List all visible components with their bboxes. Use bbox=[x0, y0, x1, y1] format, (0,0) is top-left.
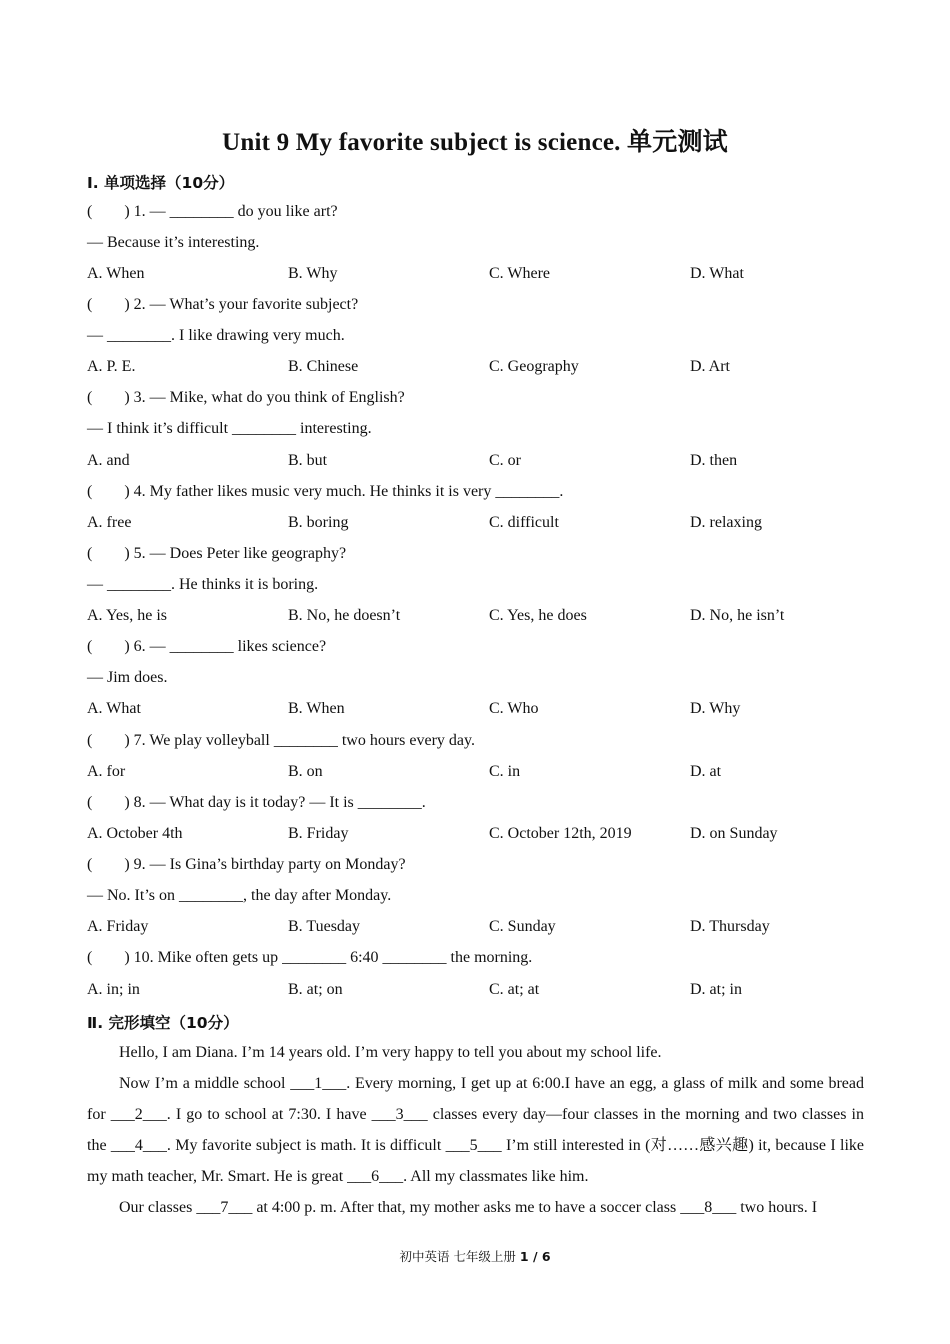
option-a: A. for bbox=[87, 763, 126, 780]
page-number: 1 / 6 bbox=[519, 1249, 551, 1264]
option-a: A. and bbox=[87, 452, 130, 469]
page-title: Unit 9 My favorite subject is science. 单元测试 bbox=[222, 129, 728, 156]
option-c: C. difficult bbox=[489, 514, 559, 531]
question-stem: ( ) 3. — Mike, what do you think of English? bbox=[87, 389, 405, 406]
option-d: D. at; in bbox=[690, 981, 742, 998]
question-stem: ( ) 9. — Is Gina’s birthday party on Monday? bbox=[87, 856, 406, 873]
option-d: D. No, he isn’t bbox=[690, 607, 785, 624]
option-a: A. Yes, he is bbox=[87, 607, 168, 624]
option-b: B. Chinese bbox=[288, 358, 359, 375]
option-a: A. P. E. bbox=[87, 358, 136, 375]
option-b: B. Friday bbox=[288, 825, 349, 842]
option-d: D. Art bbox=[690, 358, 730, 375]
options-row bbox=[87, 606, 887, 626]
option-b: B. Why bbox=[288, 265, 338, 282]
question-stem: ( ) 10. Mike often gets up ________ 6:40 ________ the morning. bbox=[87, 949, 533, 966]
options-row bbox=[87, 980, 887, 1000]
options-row bbox=[87, 451, 887, 471]
option-a: A. free bbox=[87, 514, 132, 531]
question-stem: ( ) 5. — Does Peter like geography? bbox=[87, 545, 347, 562]
option-c: C. in bbox=[489, 763, 521, 780]
option-d: D. Why bbox=[690, 700, 741, 717]
option-b: B. on bbox=[288, 763, 323, 780]
question-answer-line: — I think it’s difficult ________ interesting. bbox=[87, 420, 372, 437]
section-1-heading: I. 单项选择（10分） bbox=[87, 174, 235, 192]
option-c: C. October 12th, 2019 bbox=[489, 825, 632, 842]
question-stem: ( ) 1. — ________ do you like art? bbox=[87, 203, 338, 220]
page-footer bbox=[0, 1247, 950, 1265]
options-row bbox=[87, 824, 887, 844]
options-row bbox=[87, 762, 887, 782]
option-d: D. at bbox=[690, 763, 722, 780]
options-row bbox=[87, 357, 887, 377]
question-answer-line: — Because it’s interesting. bbox=[87, 234, 260, 251]
option-d: D. on Sunday bbox=[690, 825, 778, 842]
question-answer-line: — ________. I like drawing very much. bbox=[87, 327, 345, 344]
cloze-paragraph-1: Hello, I am Diana. I’m 14 years old. I’m very happy to tell you about my school life. bbox=[119, 1044, 662, 1061]
option-a: A. October 4th bbox=[87, 825, 183, 842]
options-row bbox=[87, 513, 887, 533]
question-stem: ( ) 8. — What day is it today? — It is ________. bbox=[87, 794, 426, 811]
options-row bbox=[87, 699, 887, 719]
option-b: B. boring bbox=[288, 514, 349, 531]
question-stem: ( ) 6. — ________ likes science? bbox=[87, 638, 327, 655]
option-d: D. What bbox=[690, 265, 744, 282]
option-c: C. Sunday bbox=[489, 918, 556, 935]
option-c: C. Who bbox=[489, 700, 539, 717]
cloze-paragraph-2: Now I’m a middle school ___1___. Every morning, I get up at 6:00.I have an egg, a glass of milk and some bread for ___2___. I go to school at 7:30. I have ___3___ classes every day—four classes in the morning and two classes in the ___4___. My favorite subject is math. It is difficult ___5___ I’m still interested in (对……感兴趣) it, because I like my math teacher, Mr. Smart. He is great ___6___. All my classmates like him. bbox=[87, 1075, 864, 1185]
option-a: A. Friday bbox=[87, 918, 149, 935]
option-a: A. What bbox=[87, 700, 141, 717]
options-row bbox=[87, 917, 887, 937]
option-d: D. relaxing bbox=[690, 514, 762, 531]
option-c: C. Where bbox=[489, 265, 551, 282]
question-stem: ( ) 2. — What’s your favorite subject? bbox=[87, 296, 359, 313]
question-answer-line: — No. It’s on ________, the day after Monday. bbox=[87, 887, 392, 904]
option-c: C. Geography bbox=[489, 358, 579, 375]
option-b: B. but bbox=[288, 452, 328, 469]
option-d: D. Thursday bbox=[690, 918, 770, 935]
question-stem: ( ) 4. My father likes music very much. He thinks it is very ________. bbox=[87, 483, 564, 500]
footer-text: 初中英语 七年级上册 bbox=[399, 1249, 520, 1264]
option-b: B. When bbox=[288, 700, 345, 717]
option-c: C. at; at bbox=[489, 981, 540, 998]
option-b: B. No, he doesn’t bbox=[288, 607, 401, 624]
option-b: B. at; on bbox=[288, 981, 343, 998]
cloze-paragraph-3: Our classes ___7___ at 4:00 p. m. After that, my mother asks me to have a soccer class ___8___ two hours. I bbox=[119, 1199, 818, 1216]
question-answer-line: — ________. He thinks it is boring. bbox=[87, 576, 319, 593]
option-b: B. Tuesday bbox=[288, 918, 361, 935]
option-c: C. Yes, he does bbox=[489, 607, 587, 624]
option-a: A. in; in bbox=[87, 981, 140, 998]
option-c: C. or bbox=[489, 452, 521, 469]
option-d: D. then bbox=[690, 452, 738, 469]
option-a: A. When bbox=[87, 265, 145, 282]
question-stem: ( ) 7. We play volleyball ________ two hours every day. bbox=[87, 732, 475, 749]
options-row bbox=[87, 264, 887, 284]
section-2-heading: Ⅱ. 完形填空（10分） bbox=[87, 1014, 239, 1032]
question-answer-line: — Jim does. bbox=[87, 669, 168, 686]
